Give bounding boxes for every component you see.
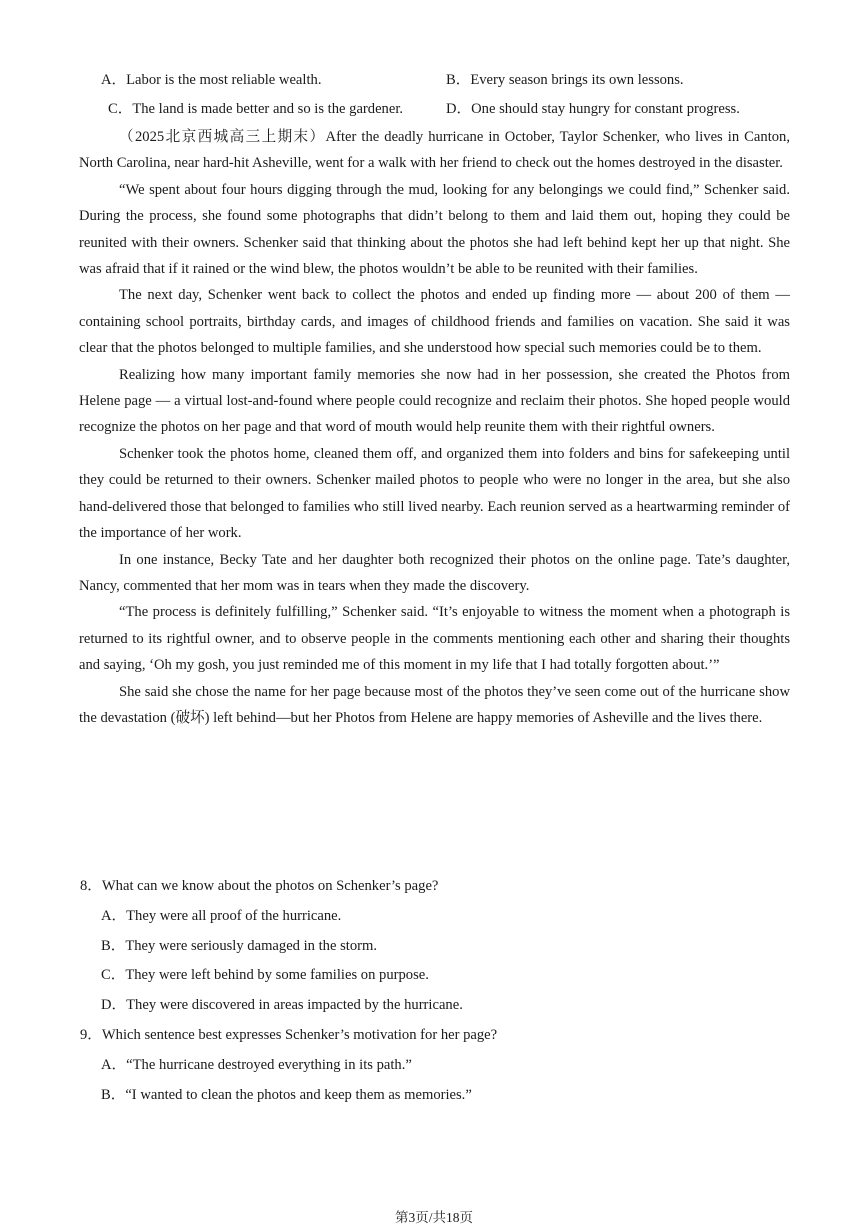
question-9-option-a: A．“The hurricane destroyed everything in its path.”: [101, 1057, 412, 1073]
passage-paragraph-5: Schenker took the photos home, cleaned them off, and organized them into folders and bins for safekeeping until they could be returned to their owners. Schenker mailed photos to people who were no longer in the area, but she also hand-delivered those that belonged to families who still lived nearby. Each reunion served as a heartwarming reminder of the importance of her work.: [79, 445, 790, 542]
question-9-option-b: B．“I wanted to clean the photos and keep them as memories.”: [101, 1087, 472, 1103]
question-8-option-b: B．They were seriously damaged in the storm.: [101, 938, 377, 954]
reading-passage: [79, 124, 790, 731]
prev-option-c: C．The land is made better and so is the gardener.: [108, 101, 404, 117]
passage-paragraph-1: （2025北京西城高三上期末）After the deadly hurricane in October, Taylor Schenker, who lives in Canton, North Carolina, near hard-hit Asheville, went for a walk with her friend to check out the homes destroyed in the disaster.: [79, 129, 790, 172]
prev-option-d: D．One should stay hungry for constant progress.: [446, 101, 740, 117]
question-9-stem: 9．Which sentence best expresses Schenker’s motivation for her page?: [80, 1027, 498, 1043]
passage-paragraph-4: Realizing how many important family memories she now had in her possession, she created the Photos from Helene page — a virtual lost-and-found where people could recognize and reclaim their photos. She hoped people would recognize the photos on her page and that word of mouth would help reunite them with their rightful owners.: [79, 366, 790, 436]
passage-paragraph-7: “The process is definitely fulfilling,” Schenker said. “It’s enjoyable to witness the moment when a photograph is returned to its rightful owner, and to observe people in the comments mentioning each other and sharing their thoughts and saying, ‘Oh my gosh, you just reminded me of this moment in my life that I had totally forgotten about.’”: [79, 604, 790, 674]
page-number: 第3页/共18页: [394, 1210, 473, 1225]
prev-options-row-2: [0, 97, 868, 119]
question-8-option-c: C．They were left behind by some families on purpose.: [101, 967, 429, 983]
prev-option-b: B．Every season brings its own lessons.: [446, 72, 684, 88]
passage-paragraph-6: In one instance, Becky Tate and her daughter both recognized their photos on the online page. Tate’s daughter, Nancy, commented that her mom was in tears when they made the discovery.: [79, 551, 790, 594]
prev-option-a: A．Labor is the most reliable wealth.: [101, 72, 322, 88]
passage-paragraph-8: She said she chose the name for her page because most of the photos they’ve seen come out of the hurricane show the devastation (破坏) left behind—but her Photos from Helene are happy memories of Asheville and the lives there.: [79, 683, 790, 726]
question-8-stem: 8．What can we know about the photos on Schenker’s page?: [80, 878, 439, 894]
passage-paragraph-2: “We spent about four hours digging through the mud, looking for any belongings we could find,” Schenker said. During the process, she found some photographs that didn’t belong to them and laid them out, hoping they could be reunited with their owners. Schenker said that thinking about the photos she had left behind kept her up that night. She was afraid that if it rained or the wind blew, the photos wouldn’t be able to be reunited with their families.: [79, 181, 790, 278]
question-8-option-d: D．They were discovered in areas impacted by the hurricane.: [101, 997, 463, 1013]
prev-options-row-1: [0, 68, 868, 90]
passage-paragraph-3: The next day, Schenker went back to collect the photos and ended up finding more — about 200 of them — containing school portraits, birthday cards, and images of childhood friends and families on vacation. She said it was clear that the photos belonged to multiple families, and she understood how special such memories could be to them.: [79, 287, 790, 357]
question-8-option-a: A．They were all proof of the hurricane.: [101, 908, 342, 924]
